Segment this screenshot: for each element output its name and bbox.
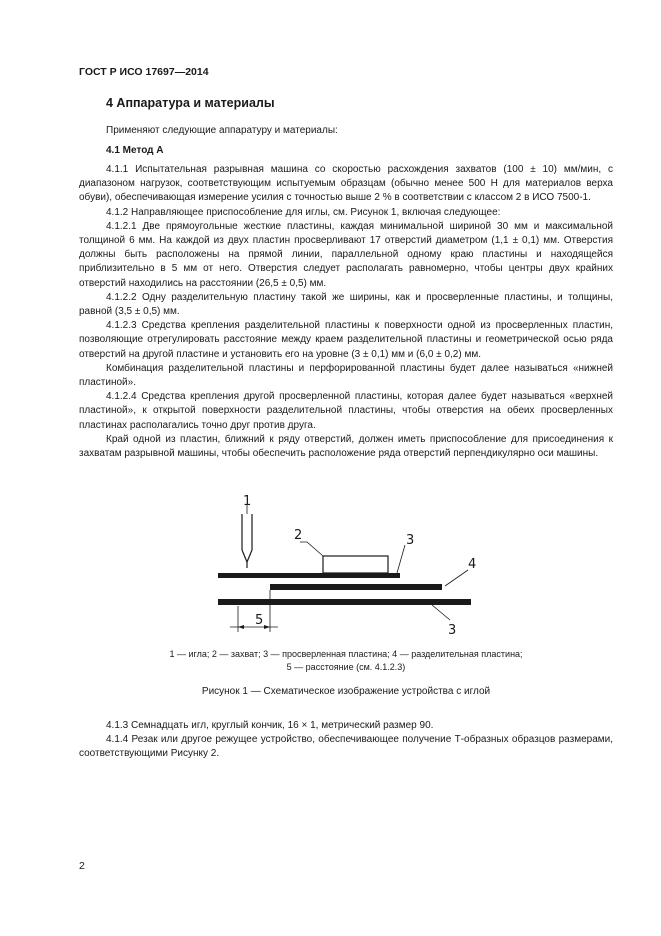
paragraph-4-1-4: 4.1.4 Резак или другое режущее устройство, обеспечивающее получение Т-образных образцов размерами, соответствующими Рисунку 2.	[79, 734, 613, 760]
figure-label-2: 2	[294, 528, 303, 543]
paragraph-4-1-2-4: 4.1.2.4 Средства крепления другой просверленной пластины, которая далее будет называться «верхней пластиной», к открытой поверхности разделительной пластины, чтобы отверстия на обеих просверленных пластинах располагались точно друг против друга.	[79, 391, 613, 431]
figure-legend-line-1: 1 — игла; 2 — захват; 3 — просверленная пластина; 4 — разделительная пластина;	[169, 649, 523, 659]
figure-caption: Рисунок 1 — Схематическое изображение устройства с иглой	[201, 686, 491, 697]
body-text	[79, 163, 613, 461]
paragraph-4-1-2-1: 4.1.2.1 Две прямоугольные жесткие пластины, каждая минимальной шириной 30 мм и максимальной толщиной 6 мм. На каждой из двух пластин просверливают 17 отверстий диаметром (1,1 ± 0,1) мм. Отверстия должны быть расположены на прямой линии, параллельной одному краю пластины и находящейся приблизительно в 5 мм от него. Отверстия следует располагать равномерно, чтобы центры двух крайних отверстий находились на расстоянии (26,5 ± 0,5) мм.	[79, 220, 613, 289]
figure-legend-line-2: 5 — расстояние (см. 4.1.2.3)	[286, 661, 406, 672]
figure-label-3-bottom: 3	[448, 623, 457, 638]
needle-device-diagram	[210, 492, 480, 642]
body-text-after-figure	[79, 719, 613, 762]
figure-label-1: 1	[243, 494, 252, 509]
figure-needle-device	[210, 492, 480, 647]
method-heading: 4.1 Метод А	[106, 145, 164, 156]
section-title: 4 Аппаратура и материалы	[106, 96, 275, 110]
paragraph-edge: Край одной из пластин, ближний к ряду отверстий, должен иметь приспособление для присоединения к захватам разрывной машины, чтобы обеспечить расположение ряда отверстий перпендикулярно оси машины.	[79, 433, 613, 460]
top-plate-shape	[218, 573, 400, 578]
paragraph-4-1-2-3: 4.1.2.3 Средства крепления разделительной пластины к поверхности одной из просверленных пластин, позволяющие отрегулировать расстояние между краем разделительной пластины и геометрической осью ряда отверстий на другой пластине и установить его на уровне (3 ± 0,1) мм и (6,0 ± 0,2) мм.	[79, 320, 613, 360]
figure-label-5: 5	[255, 613, 264, 628]
paragraph-4-1-1: 4.1.1 Испытательная разрывная машина со скоростью расхождения захватов (100 ± 10) мм/мин, с диапазоном нагрузок, соответствующим испытуемым образцам (обычно менее 500 Н для материалов верха обуви), обеспечивающая измерение усилия с точностью выше 2 % в соответствии с классом 2 в ИСО 7500-1.	[79, 164, 613, 204]
paragraph-4-1-2: 4.1.2 Направляющее приспособление для иглы, см. Рисунок 1, включая следующее:	[106, 206, 501, 218]
figure-label-3-top: 3	[406, 533, 415, 548]
paragraph-4-1-2-2: 4.1.2.2 Одну разделительную пластину такой же ширины, как и просверленные пластины, и толщины, равной (3,5 ± 0,5) мм.	[79, 291, 613, 318]
needle-drawing	[242, 514, 252, 568]
separator-plate-shape	[270, 584, 442, 590]
document-header: ГОСТ Р ИСО 17697—2014	[79, 66, 209, 78]
bottom-plate-shape	[218, 599, 471, 605]
paragraph-4-1-3: 4.1.3 Семнадцать игл, круглый кончик, 16 × 1, метрический размер 90.	[106, 720, 434, 731]
page-number: 2	[79, 860, 85, 872]
section-intro: Применяют следующие аппаратуру и материалы:	[106, 125, 338, 136]
paragraph-combination: Комбинация разделительной пластины и перфорированной пластины будет далее называться «нижней пластиной».	[79, 362, 613, 389]
figure-legend	[79, 648, 613, 673]
clamp-shape	[323, 556, 388, 573]
figure-label-4: 4	[468, 557, 477, 572]
